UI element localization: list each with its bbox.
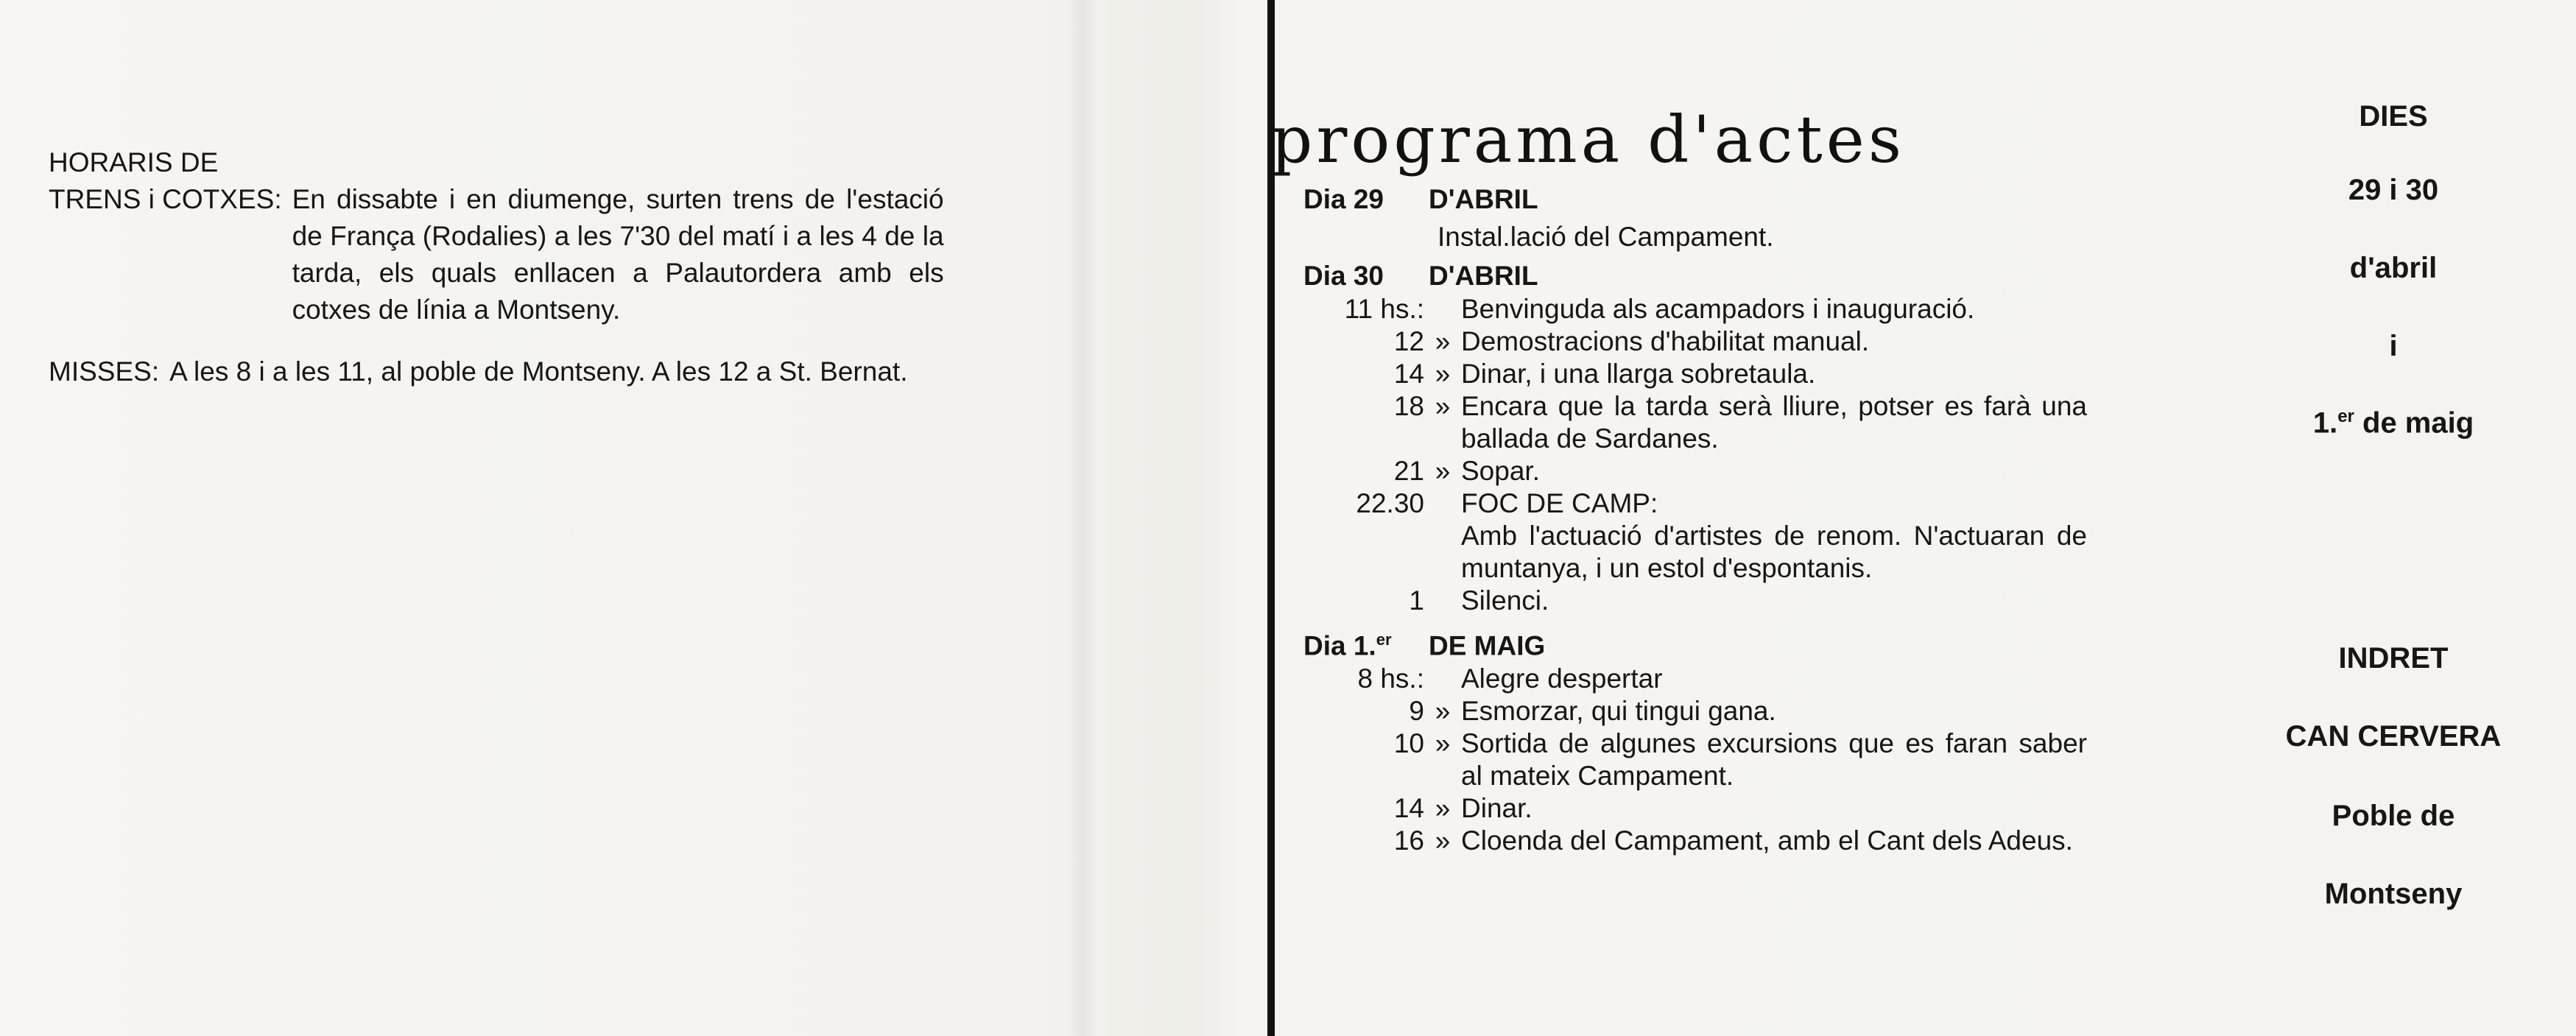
item-time: 14 [1393,793,1424,824]
program-item [1271,358,2184,390]
program-item [1271,455,2184,487]
item-ditto-mark: » [1435,728,1451,759]
day-label-text: Dia 30 [1303,261,1384,291]
masses-row [49,353,999,390]
item-ditto-mark: » [1435,696,1451,727]
day-label-text: Dia 29 [1303,184,1384,214]
item-text: Demostracions d'habilitat manual. [1461,326,1870,356]
item-text: Alegre despertar [1461,663,1663,694]
program-days [1271,183,2184,857]
item-text: Amb l'actuació d'artistes de renom. N'actuaran de muntanya, i un estol d'espontanis. [1461,521,2087,583]
item-time: 12 [1393,326,1424,356]
day-month: D'ABRIL [1429,261,1538,291]
place-line-3: Montseny [2324,878,2463,910]
program-item [1271,293,2184,325]
day-label [1303,623,1429,663]
item-ditto-mark [1424,293,1461,325]
item-ditto-mark [1424,663,1461,695]
day-label [1303,259,1429,293]
date-range: 29 i 30 [2348,174,2439,206]
trains-text: En dissabte i en diumenge, surten trens de l'estació de França (Rodalies) a les 7'30 del matí i a les 4 de la tarda, els quals enllacen a Palautordera amb els cotxes de línia a Montseny. [292,184,944,325]
program-item [1271,520,2184,585]
item-ditto-mark [1424,487,1461,520]
item-text: Silenci. [1461,585,1549,616]
date-conjunction: i [2389,330,2398,362]
date-may-rest: de maig [2354,406,2474,440]
item-ditto-mark: » [1435,326,1451,356]
item-text: Dinar, i una llarga sobretaula. [1461,359,1816,389]
program-item [1271,695,2184,727]
day-label-sup: er [1376,630,1392,649]
item-text: Benvinguda als acampadors i inauguració. [1461,294,1975,324]
program-panel [1271,103,2184,857]
item-ditto-mark [1424,520,1461,585]
page-fold [1068,0,1097,1036]
item-text: Sortida de algunes excursions que es faran saber al mateix Campament. [1461,728,2087,792]
item-time: 1 [1409,585,1424,616]
item-time: 8 hs.: [1357,663,1424,694]
item-text: FOC DE CAMP: [1461,488,1658,518]
date-may-sup: er [2337,406,2354,426]
day-intro: Instal.lació del Campament. [1437,222,1774,252]
day-month: D'ABRIL [1429,184,1538,214]
program-item [1271,825,2184,857]
item-time: 22.30 [1356,488,1424,518]
program-item [1271,325,2184,358]
item-time: 10 [1393,728,1424,759]
item-time: 11 hs.: [1344,294,1424,324]
date-month: d'abril [2349,252,2438,284]
spacer [49,328,999,353]
item-text: Sopar. [1461,456,1540,486]
item-time: 9 [1409,696,1424,727]
day-label-text: Dia 1. [1303,630,1376,661]
schedule-heading: HORARIS DE [49,147,219,177]
program-title: programa d'actes [1271,102,1905,177]
item-time: 21 [1393,456,1424,486]
trains-label: TRENS i COTXES: [49,184,282,214]
day-label [1303,183,1429,216]
trains-row [49,181,999,328]
item-ditto-mark: » [1435,359,1451,389]
place-line-2: Poble de [2332,800,2455,832]
item-text: Encara que la tarda serà lliure, potser es farà una ballada de Sardanes. [1461,391,2087,454]
item-text: Esmorzar, qui tingui gana. [1461,696,1776,727]
item-ditto-mark: » [1435,456,1451,486]
item-time [1271,520,1424,585]
item-text: Dinar. [1461,793,1532,824]
program-item [1271,390,2184,455]
program-item [1271,663,2184,695]
program-item [1271,487,2184,520]
schedule-panel [49,144,999,390]
masses-text: A les 8 i a les 11, al poble de Montseny. A les 12 a St. Bernat. [169,356,908,387]
item-time: 14 [1393,359,1424,389]
masses-label: MISSES: [49,356,160,387]
indret-label: INDRET [2338,642,2449,674]
program-item [1271,792,2184,825]
program-item [1271,727,2184,792]
day-heading [1303,259,2184,293]
item-ditto-mark: » [1435,793,1451,824]
place-name: CAN CERVERA [2285,720,2502,753]
day-month: DE MAIG [1429,630,1546,661]
day-heading [1303,623,2184,663]
dies-label: DIES [2359,100,2428,133]
item-ditto-mark [1424,585,1461,617]
item-time: 18 [1393,391,1424,421]
day-heading [1303,183,2184,216]
item-ditto-mark: » [1435,391,1451,421]
date-may [2209,406,2576,440]
program-item [1271,585,2184,617]
date-may-num: 1. [2312,406,2338,440]
item-text: Cloenda del Campament, amb el Cant dels Adeus. [1461,825,2073,856]
item-time: 16 [1393,825,1424,856]
item-ditto-mark: » [1435,825,1451,856]
